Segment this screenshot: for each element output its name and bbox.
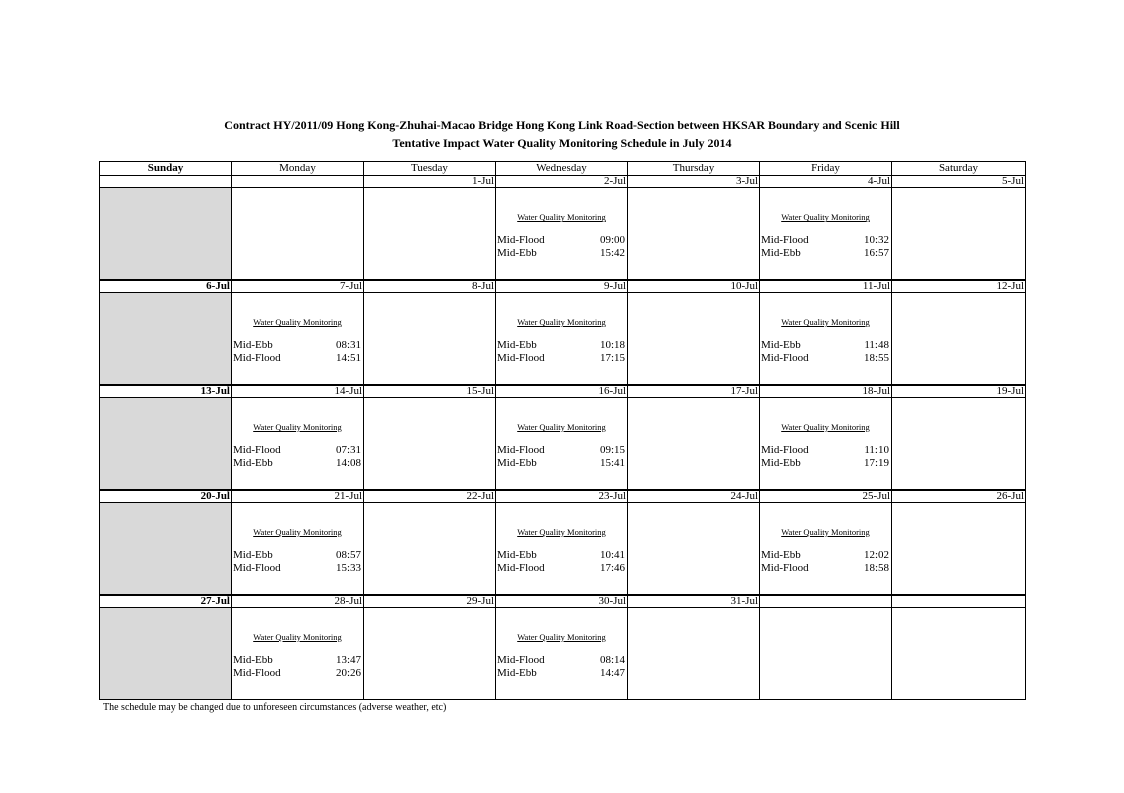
tide-label: Mid-Ebb: [497, 457, 537, 470]
day-cell: [496, 398, 628, 490]
day-cell: [364, 398, 496, 490]
day-header-tuesday: Tuesday: [364, 162, 496, 176]
tide-label: Mid-Flood: [497, 653, 545, 666]
monitoring-entry: [760, 247, 891, 260]
week-content-row: [100, 293, 1026, 385]
week-content-row: [100, 398, 1026, 490]
day-cell: [496, 188, 628, 280]
monitoring-entry: [496, 667, 627, 680]
monitoring-time: 20:26: [335, 666, 361, 679]
monitoring-title: Water Quality Monitoring: [517, 422, 606, 433]
date-label: 24-Jul: [628, 490, 760, 503]
date-label: 11-Jul: [760, 280, 892, 293]
date-label: [892, 595, 1026, 608]
monitoring-time: 14:51: [335, 352, 361, 365]
monitoring-time: 13:47: [335, 653, 361, 666]
tide-label: Mid-Ebb: [497, 339, 537, 352]
day-cell: [232, 188, 364, 280]
monitoring-entry: [760, 549, 891, 562]
date-label: 23-Jul: [496, 490, 628, 503]
date-label: 7-Jul: [232, 280, 364, 293]
shaded-day-cell: [100, 188, 232, 280]
monitoring-title: Water Quality Monitoring: [781, 212, 870, 223]
monitoring-entry: [496, 234, 627, 247]
monitoring-title: Water Quality Monitoring: [253, 631, 342, 642]
monitoring-entry: [760, 339, 891, 352]
date-label: 6-Jul: [100, 280, 232, 293]
monitoring-time: 14:47: [599, 666, 625, 679]
day-cell: [364, 607, 496, 699]
tide-label: Mid-Ebb: [233, 457, 273, 470]
date-label: 12-Jul: [892, 280, 1026, 293]
tide-label: Mid-Flood: [761, 352, 809, 365]
day-header-row: [100, 162, 1026, 176]
date-label: 14-Jul: [232, 385, 364, 398]
monitoring-entry: [760, 457, 891, 470]
date-label: 3-Jul: [628, 176, 760, 188]
date-label: 27-Jul: [100, 595, 232, 608]
tide-label: Mid-Ebb: [233, 548, 273, 561]
day-cell: [364, 293, 496, 385]
tide-label: Mid-Flood: [497, 444, 545, 457]
week-date-row: [100, 280, 1026, 293]
monitoring-entry: [496, 549, 627, 562]
tide-label: Mid-Ebb: [233, 653, 273, 666]
tide-label: Mid-Ebb: [761, 457, 801, 470]
date-label: 1-Jul: [364, 176, 496, 188]
date-label: 10-Jul: [628, 280, 760, 293]
day-header-thursday: Thursday: [628, 162, 760, 176]
week-content-row: [100, 502, 1026, 594]
day-cell: [628, 502, 760, 594]
monitoring-time: 17:19: [863, 457, 889, 470]
week-date-row: [100, 595, 1026, 608]
tide-label: Mid-Ebb: [761, 247, 801, 260]
date-label: 31-Jul: [628, 595, 760, 608]
monitoring-title: Water Quality Monitoring: [253, 422, 342, 433]
shaded-day-cell: [100, 502, 232, 594]
date-label: 5-Jul: [892, 176, 1026, 188]
date-label: 8-Jul: [364, 280, 496, 293]
monitoring-entry: [496, 352, 627, 365]
date-label: 30-Jul: [496, 595, 628, 608]
monitoring-entry: [760, 562, 891, 575]
monitoring-title: Water Quality Monitoring: [253, 317, 342, 328]
tide-label: Mid-Ebb: [761, 548, 801, 561]
date-label: 2-Jul: [496, 176, 628, 188]
monitoring-time: 09:00: [599, 234, 625, 247]
monitoring-entry: [496, 654, 627, 667]
monitoring-time: 09:15: [599, 444, 625, 457]
monitoring-entry: [232, 549, 363, 562]
monitoring-time: 15:33: [335, 561, 361, 574]
monitoring-time: 15:42: [599, 247, 625, 260]
day-header-saturday: Saturday: [892, 162, 1026, 176]
monitoring-time: 14:08: [335, 457, 361, 470]
day-cell: [760, 607, 892, 699]
date-label: 16-Jul: [496, 385, 628, 398]
date-label: 21-Jul: [232, 490, 364, 503]
monitoring-entry: [232, 667, 363, 680]
monitoring-time: 08:31: [335, 339, 361, 352]
day-cell: [628, 398, 760, 490]
monitoring-time: 10:41: [599, 548, 625, 561]
date-label: 28-Jul: [232, 595, 364, 608]
date-label: 22-Jul: [364, 490, 496, 503]
date-label: 18-Jul: [760, 385, 892, 398]
tide-label: Mid-Flood: [233, 561, 281, 574]
tide-label: Mid-Flood: [497, 352, 545, 365]
monitoring-entry: [760, 444, 891, 457]
monitoring-time: 18:58: [863, 561, 889, 574]
day-header-sunday: Sunday: [100, 162, 232, 176]
day-cell: [232, 607, 364, 699]
date-label: 4-Jul: [760, 176, 892, 188]
tide-label: Mid-Flood: [497, 234, 545, 247]
monitoring-title: Water Quality Monitoring: [781, 317, 870, 328]
date-label: [100, 176, 232, 188]
date-label: 29-Jul: [364, 595, 496, 608]
monitoring-title: Water Quality Monitoring: [517, 526, 606, 537]
monitoring-time: 17:46: [599, 561, 625, 574]
monitoring-title: Water Quality Monitoring: [517, 317, 606, 328]
monitoring-time: 15:41: [599, 457, 625, 470]
shaded-day-cell: [100, 607, 232, 699]
monitoring-time: 12:02: [863, 548, 889, 561]
monitoring-entry: [232, 562, 363, 575]
date-label: [760, 595, 892, 608]
monitoring-entry: [232, 339, 363, 352]
monitoring-entry: [496, 562, 627, 575]
monitoring-time: 10:18: [599, 339, 625, 352]
day-cell: [760, 502, 892, 594]
monitoring-entry: [496, 247, 627, 260]
date-label: 15-Jul: [364, 385, 496, 398]
day-cell: [892, 293, 1026, 385]
tide-label: Mid-Flood: [761, 561, 809, 574]
day-cell: [232, 502, 364, 594]
monitoring-entry: [496, 457, 627, 470]
day-header-monday: Monday: [232, 162, 364, 176]
tide-label: Mid-Flood: [233, 444, 281, 457]
day-cell: [496, 502, 628, 594]
tide-label: Mid-Flood: [233, 666, 281, 679]
day-cell: [760, 188, 892, 280]
day-cell: [232, 293, 364, 385]
shaded-day-cell: [100, 398, 232, 490]
day-cell: [364, 502, 496, 594]
day-header-friday: Friday: [760, 162, 892, 176]
monitoring-time: 11:48: [864, 339, 889, 352]
monitoring-title: Water Quality Monitoring: [781, 422, 870, 433]
monitoring-title: Water Quality Monitoring: [517, 212, 606, 223]
date-label: 20-Jul: [100, 490, 232, 503]
day-cell: [232, 398, 364, 490]
tide-label: Mid-Ebb: [761, 339, 801, 352]
day-cell: [892, 502, 1026, 594]
week-date-row: [100, 385, 1026, 398]
monitoring-time: 08:57: [335, 548, 361, 561]
tide-label: Mid-Flood: [761, 234, 809, 247]
day-cell: [496, 607, 628, 699]
monitoring-entry: [232, 352, 363, 365]
monitoring-time: 18:55: [863, 352, 889, 365]
day-cell: [892, 398, 1026, 490]
calendar-table: [99, 161, 1026, 700]
shaded-day-cell: [100, 293, 232, 385]
monitoring-entry: [760, 352, 891, 365]
date-label: 26-Jul: [892, 490, 1026, 503]
tide-label: Mid-Flood: [233, 352, 281, 365]
week-date-row: [100, 490, 1026, 503]
monitoring-time: 08:14: [599, 653, 625, 666]
day-cell: [760, 293, 892, 385]
date-label: 13-Jul: [100, 385, 232, 398]
day-cell: [760, 398, 892, 490]
date-label: 19-Jul: [892, 385, 1026, 398]
monitoring-time: 10:32: [863, 234, 889, 247]
monitoring-title: Water Quality Monitoring: [781, 526, 870, 537]
tide-label: Mid-Ebb: [233, 339, 273, 352]
monitoring-entry: [232, 457, 363, 470]
week-date-row: [100, 176, 1026, 188]
tide-label: Mid-Flood: [761, 444, 809, 457]
date-label: 17-Jul: [628, 385, 760, 398]
date-label: [232, 176, 364, 188]
week-content-row: [100, 188, 1026, 280]
monitoring-entry: [496, 339, 627, 352]
tide-label: Mid-Ebb: [497, 548, 537, 561]
day-cell: [892, 188, 1026, 280]
monitoring-title: Water Quality Monitoring: [517, 631, 606, 642]
day-cell: [364, 188, 496, 280]
date-label: 9-Jul: [496, 280, 628, 293]
monitoring-title: Water Quality Monitoring: [253, 526, 342, 537]
monitoring-entry: [232, 444, 363, 457]
day-cell: [628, 188, 760, 280]
monitoring-entry: [232, 654, 363, 667]
week-content-row: [100, 607, 1026, 699]
monitoring-time: 11:10: [864, 444, 889, 457]
monitoring-entry: [760, 234, 891, 247]
tide-label: Mid-Ebb: [497, 247, 537, 260]
monitoring-time: 07:31: [335, 444, 361, 457]
document-title: Contract HY/2011/09 Hong Kong-Zhuhai-Macao Bridge Hong Kong Link Road-Section between HKSAR Boundary and Scenic Hill: [224, 118, 900, 132]
day-cell: [496, 293, 628, 385]
tide-label: Mid-Ebb: [497, 666, 537, 679]
day-cell: [628, 607, 760, 699]
day-cell: [892, 607, 1026, 699]
monitoring-entry: [496, 444, 627, 457]
monitoring-time: 17:15: [599, 352, 625, 365]
document-subtitle: Tentative Impact Water Quality Monitoring Schedule in July 2014: [392, 136, 732, 150]
date-label: 25-Jul: [760, 490, 892, 503]
day-cell: [628, 293, 760, 385]
day-header-wednesday: Wednesday: [496, 162, 628, 176]
monitoring-time: 16:57: [863, 247, 889, 260]
footnote: The schedule may be changed due to unforeseen circumstances (adverse weather, etc): [103, 702, 447, 713]
tide-label: Mid-Flood: [497, 561, 545, 574]
